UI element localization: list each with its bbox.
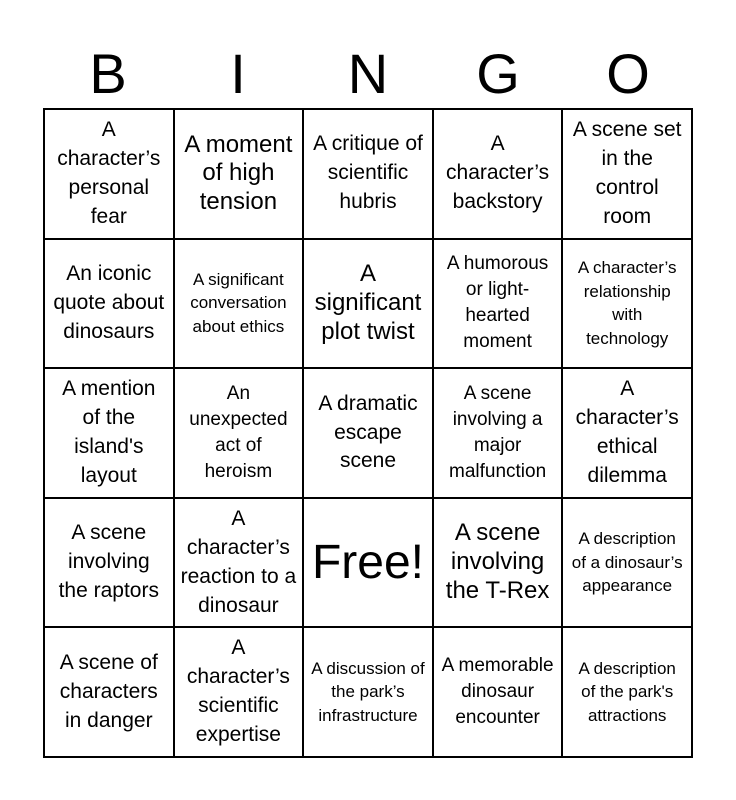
bingo-cell[interactable] [303,239,433,369]
cell-text: A discussion of the park’s infrastructure [311,658,425,726]
cell-text: An iconic quote about dinosaurs [53,261,165,343]
bingo-cell[interactable] [433,627,563,757]
bingo-cell[interactable] [44,368,174,498]
cell-text: A character’s relationship with technology [577,257,677,349]
header-letter-n: N [347,42,389,105]
cell-text: A mention of the island's layout [62,377,156,487]
bingo-cell[interactable] [44,109,174,239]
bingo-cell[interactable] [562,239,692,369]
bingo-cell[interactable] [303,627,433,757]
bingo-cell[interactable] [303,368,433,498]
bingo-cell[interactable] [174,368,304,498]
cell-text: A significant conversation about ethics [190,269,287,337]
bingo-header [43,40,693,108]
cell-text: A character’s ethical dilemma [575,377,679,487]
cell-text: A scene of characters in danger [59,650,158,732]
bingo-cell[interactable] [562,368,692,498]
cell-text: Free! [311,535,424,589]
header-letter-g: G [476,42,520,105]
cell-text: A significant plot twist [314,260,422,345]
header-letter-b: B [89,42,127,105]
cell-text: A character’s scientific expertise [186,636,290,747]
bingo-cell[interactable] [44,239,174,369]
bingo-cell[interactable] [44,498,174,628]
free-cell[interactable] [303,498,433,628]
cell-text: A description of a dinosaur’s appearance [571,528,683,596]
bingo-cell[interactable] [562,498,692,628]
bingo-cell[interactable] [562,109,692,239]
cell-text: A scene involving the T-Rex [445,519,550,604]
cell-text: A scene set in the control room [572,117,682,228]
cell-text: A character’s backstory [446,132,550,214]
cell-text: A character’s personal fear [57,117,161,228]
bingo-cell[interactable] [44,627,174,757]
cell-text: A character’s reaction to a dinosaur [180,506,297,617]
cell-text: A scene involving a major malfunction [449,382,547,482]
bingo-cell[interactable] [174,627,304,757]
header-letter-i: I [230,42,246,105]
bingo-cell[interactable] [433,109,563,239]
bingo-cell[interactable] [433,368,563,498]
bingo-cell[interactable] [174,498,304,628]
bingo-cell[interactable] [433,498,563,628]
bingo-cell[interactable] [433,239,563,369]
bingo-board [43,108,693,758]
cell-text: A humorous or light-hearted moment [446,253,549,353]
cell-text: A description of the park's attractions [578,658,676,726]
cell-text: A memorable dinosaur encounter [441,655,554,729]
cell-text: A scene involving the raptors [58,521,159,603]
bingo-cell[interactable] [174,239,304,369]
cell-text: A moment of high tension [184,130,293,216]
bingo-cell[interactable] [174,109,304,239]
bingo-cell[interactable] [303,109,433,239]
cell-text: A dramatic escape scene [318,391,418,473]
header-letter-o: O [606,42,650,105]
bingo-cell[interactable] [562,627,692,757]
cell-text: An unexpected act of heroism [189,382,288,482]
cell-text: A critique of scientific hubris [313,132,423,214]
